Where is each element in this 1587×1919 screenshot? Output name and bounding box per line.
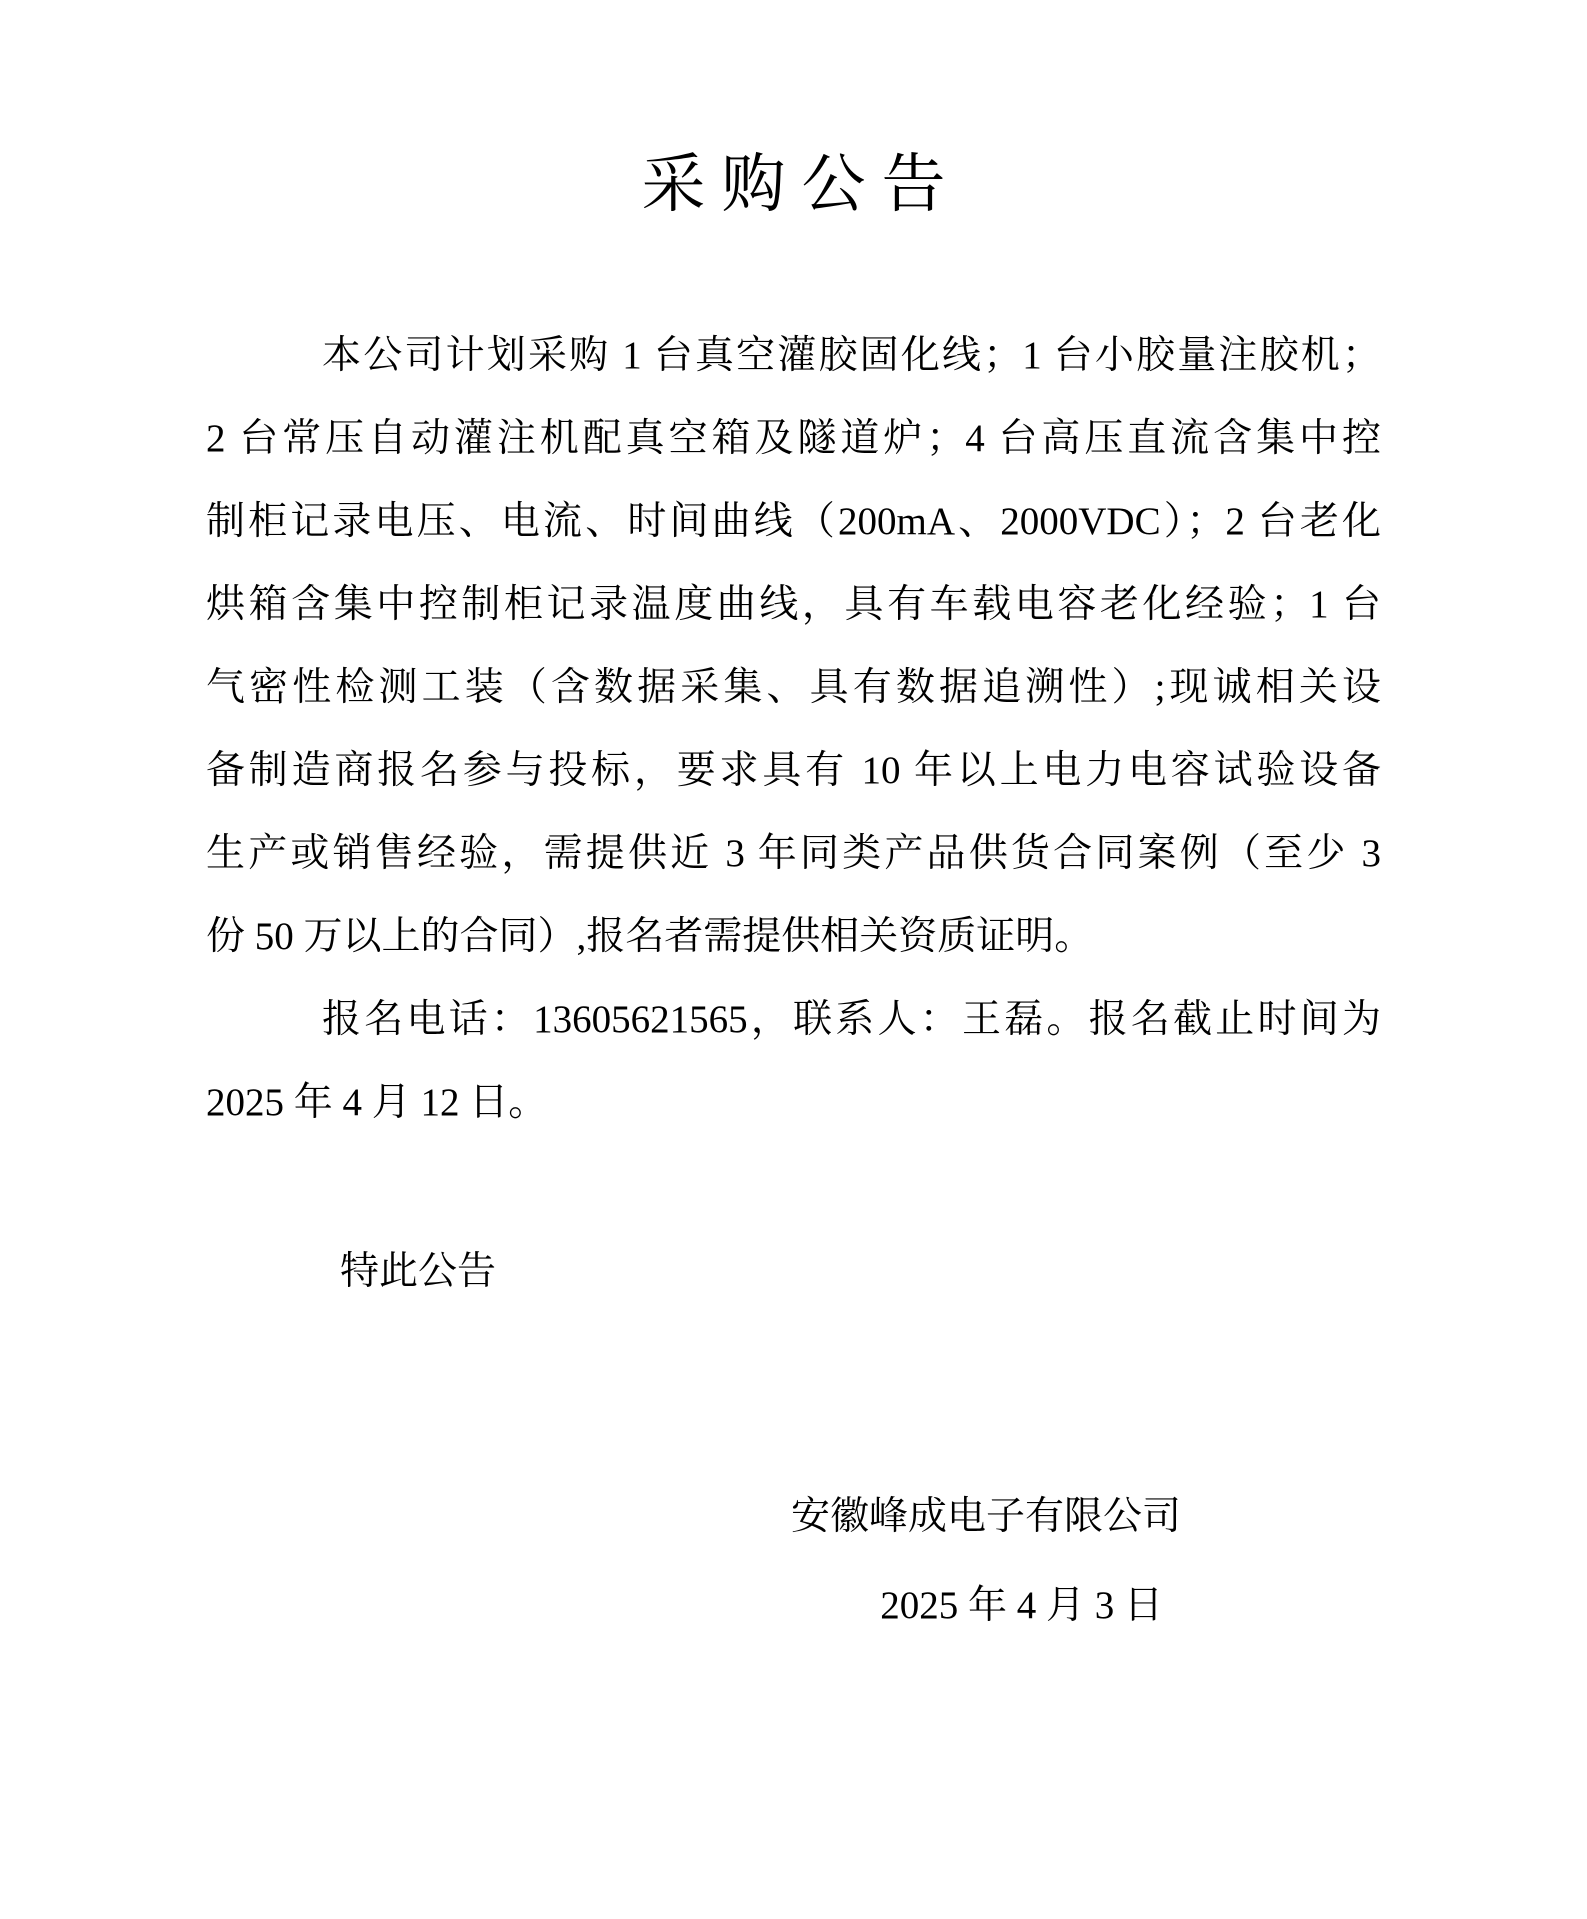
body-line: 份 50 万以上的合同）,报名者需提供相关资质证明。 xyxy=(206,915,1094,958)
signature-date: 2025 年 4 月 3 日 xyxy=(880,1584,1163,1627)
closing-statement: 特此公告 xyxy=(340,1250,497,1293)
signature-company: 安徽峰成电子有限公司 xyxy=(790,1495,1181,1538)
document-page xyxy=(0,140,1587,1919)
body-line: 备制造商报名参与投标，要求具有 10 年以上电力电容试验设备 xyxy=(206,749,1381,792)
body-line: 本公司计划采购 1 台真空灌胶固化线；1 台小胶量注胶机； xyxy=(322,334,1381,377)
body-line: 烘箱含集中控制柜记录温度曲线，具有车载电容老化经验；1 台 xyxy=(206,583,1381,626)
body-line: 2 台常压自动灌注机配真空箱及隧道炉；4 台高压直流含集中控 xyxy=(206,417,1381,460)
page-title: 采 购 公 告 xyxy=(641,149,946,220)
body-line: 气密性检测工装（含数据采集、具有数据追溯性）;现诚相关设 xyxy=(206,666,1381,709)
body-line: 报名电话：13605621565，联系人：王磊。报名截止时间为 xyxy=(322,998,1381,1041)
body-text xyxy=(206,314,1381,1144)
body-line: 2025 年 4 月 12 日。 xyxy=(206,1081,548,1124)
body-line: 制柜记录电压、电流、时间曲线（200mA、2000VDC）；2 台老化 xyxy=(206,500,1381,543)
body-line: 生产或销售经验，需提供近 3 年同类产品供货合同案例（至少 3 xyxy=(206,832,1381,875)
